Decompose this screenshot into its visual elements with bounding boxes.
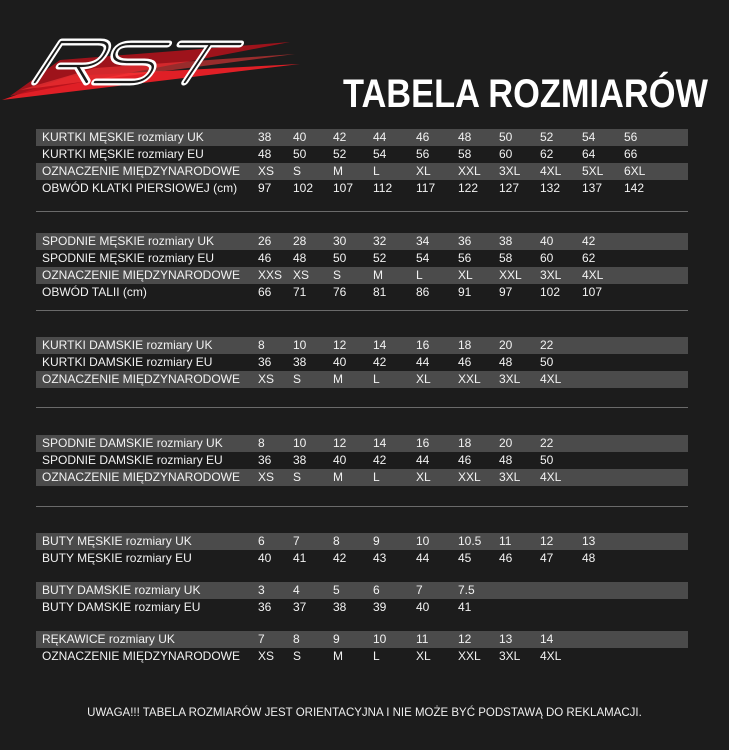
size-cell: 40	[416, 600, 430, 614]
size-cell: 4XL	[540, 470, 562, 484]
size-cell: 22	[540, 436, 554, 450]
size-cell: 112	[373, 181, 393, 195]
size-cell: 50	[293, 147, 307, 161]
size-cell: 107	[582, 285, 603, 299]
size-cell: 12	[333, 436, 347, 450]
size-cell: XS	[258, 164, 275, 178]
size-cell: XL	[416, 649, 431, 663]
size-cell: 48	[293, 251, 307, 265]
size-cell: XXL	[458, 470, 481, 484]
table-row	[36, 550, 688, 567]
size-cell: 12	[458, 632, 472, 646]
page-title: TABELA ROZMIARÓW	[343, 72, 708, 116]
size-cell: 44	[416, 453, 430, 467]
table-row	[36, 599, 688, 616]
size-cell: 13	[499, 632, 513, 646]
table-row	[36, 631, 688, 648]
size-cell: L	[373, 649, 380, 663]
size-cell: 117	[416, 181, 436, 195]
row-label: OZNACZENIE MIĘDZYNARODOWE	[42, 372, 241, 386]
size-cell: 3XL	[499, 372, 521, 386]
size-cell: 127	[499, 181, 520, 195]
size-cell: 50	[499, 130, 513, 144]
row-label: BUTY DAMSKIE rozmiary EU	[42, 600, 201, 614]
size-cell: 56	[624, 130, 638, 144]
size-cell: 38	[293, 355, 307, 369]
table-row	[36, 435, 688, 452]
size-cell: XXL	[499, 268, 522, 282]
size-cell: 11	[416, 632, 429, 646]
size-cell: 7.5	[458, 583, 475, 597]
size-cell: 58	[499, 251, 513, 265]
size-cell: 39	[373, 600, 387, 614]
size-cell: M	[333, 164, 343, 178]
size-cell: 44	[373, 130, 387, 144]
size-cell: 54	[582, 130, 596, 144]
size-cell: 10	[373, 632, 387, 646]
size-cell: 52	[540, 130, 554, 144]
row-label: SPODNIE DAMSKIE rozmiary UK	[42, 436, 223, 450]
size-cell: 16	[416, 436, 430, 450]
table-row	[36, 267, 688, 284]
size-cell: 4XL	[540, 164, 562, 178]
size-cell: 9	[333, 632, 340, 646]
row-label: KURTKI DAMSKIE rozmiary UK	[42, 338, 213, 352]
size-cell: 48	[499, 355, 513, 369]
size-cell: 52	[373, 251, 387, 265]
row-label: KURTKI MĘSKIE rozmiary UK	[42, 130, 204, 144]
size-cell: 38	[293, 453, 307, 467]
size-cell: 71	[293, 285, 307, 299]
size-cell: 30	[333, 234, 347, 248]
size-cell: 14	[540, 632, 554, 646]
size-cell: S	[293, 372, 302, 386]
size-cell: 66	[258, 285, 272, 299]
size-cell: 3	[258, 583, 265, 597]
size-cell: 132	[540, 181, 561, 195]
size-cell: 36	[458, 234, 472, 248]
table-row	[36, 146, 688, 163]
row-label: OBWÓD TALII (cm)	[42, 285, 147, 299]
size-cell: 40	[333, 355, 347, 369]
table-row	[36, 163, 688, 180]
size-cell: 38	[258, 130, 272, 144]
size-cell: 3XL	[499, 164, 521, 178]
size-cell: 54	[416, 251, 430, 265]
size-cell: 81	[373, 285, 387, 299]
size-cell: 60	[499, 147, 513, 161]
size-cell: 8	[293, 632, 300, 646]
size-cell: 46	[458, 355, 472, 369]
size-cell: XXL	[458, 372, 481, 386]
size-cell: 4XL	[540, 649, 562, 663]
size-cell: 34	[416, 234, 430, 248]
size-cell: M	[333, 470, 343, 484]
size-cell: 60	[540, 251, 554, 265]
size-cell: 48	[458, 130, 472, 144]
size-cell: S	[293, 164, 302, 178]
size-cell: 66	[624, 147, 638, 161]
size-cell: 6	[373, 583, 380, 597]
table-row	[36, 354, 688, 371]
size-cell: 4	[293, 583, 300, 597]
size-cell: 10.5	[458, 534, 482, 548]
table-row	[36, 469, 688, 486]
size-cell: S	[293, 470, 302, 484]
size-cell: 91	[458, 285, 472, 299]
size-cell: 41	[293, 551, 307, 565]
row-label: KURTKI DAMSKIE rozmiary EU	[42, 355, 213, 369]
size-cell: 102	[540, 285, 561, 299]
size-cell: 137	[582, 181, 603, 195]
size-cell: M	[373, 268, 383, 282]
size-cell: XS	[258, 470, 275, 484]
row-label: KURTKI MĘSKIE rozmiary EU	[42, 147, 204, 161]
row-label: OZNACZENIE MIĘDZYNARODOWE	[42, 164, 241, 178]
size-cell: XL	[458, 268, 473, 282]
size-cell: 14	[373, 436, 387, 450]
size-cell: 52	[333, 147, 347, 161]
size-cell: XL	[416, 164, 431, 178]
size-cell: 42	[333, 130, 347, 144]
size-cell: 10	[293, 338, 307, 352]
size-cell: 40	[540, 234, 554, 248]
table-row	[36, 180, 688, 197]
size-cell: XS	[258, 372, 275, 386]
size-cell: 36	[258, 355, 272, 369]
size-cell: 46	[458, 453, 472, 467]
size-cell: 122	[458, 181, 479, 195]
size-cell: 102	[293, 181, 314, 195]
row-label: RĘKAWICE rozmiary UK	[42, 632, 175, 646]
size-cell: 5XL	[582, 164, 604, 178]
size-cell: S	[293, 649, 302, 663]
table-row	[36, 371, 688, 388]
size-cell: 28	[293, 234, 307, 248]
size-cell: 40	[258, 551, 272, 565]
size-cell: 97	[258, 181, 272, 195]
size-cell: 48	[582, 551, 596, 565]
size-cell: 18	[458, 338, 472, 352]
size-cell: 3XL	[499, 470, 521, 484]
size-cell: 8	[333, 534, 340, 548]
size-cell: 76	[333, 285, 347, 299]
size-cell: 10	[416, 534, 430, 548]
table-row	[36, 452, 688, 469]
size-cell: 86	[416, 285, 430, 299]
section-divider	[36, 506, 688, 507]
size-cell: 44	[416, 551, 430, 565]
size-cell: 37	[293, 600, 307, 614]
table-row	[36, 582, 688, 599]
table-row	[36, 129, 688, 146]
size-cell: M	[333, 649, 343, 663]
size-cell: 43	[373, 551, 387, 565]
row-label: OZNACZENIE MIĘDZYNARODOWE	[42, 268, 241, 282]
size-cell: 10	[293, 436, 307, 450]
table-row	[36, 284, 688, 301]
size-cell: 3XL	[540, 268, 562, 282]
size-cell: 142	[624, 181, 645, 195]
size-cell: 18	[458, 436, 472, 450]
row-label: OZNACZENIE MIĘDZYNARODOWE	[42, 649, 241, 663]
size-cell: XL	[416, 372, 431, 386]
row-label: SPODNIE MĘSKIE rozmiary EU	[42, 251, 215, 265]
size-cell: 45	[458, 551, 472, 565]
row-label: BUTY MĘSKIE rozmiary UK	[42, 534, 192, 548]
size-cell: M	[333, 372, 343, 386]
size-cell: 107	[333, 181, 354, 195]
size-cell: 40	[293, 130, 307, 144]
size-cell: 8	[258, 436, 265, 450]
size-cell: 7	[258, 632, 265, 646]
size-cell: 8	[258, 338, 265, 352]
row-label: SPODNIE DAMSKIE rozmiary EU	[42, 453, 223, 467]
size-cell: L	[373, 372, 380, 386]
size-cell: 48	[258, 147, 272, 161]
size-cell: S	[333, 268, 342, 282]
size-cell: 26	[258, 234, 272, 248]
size-cell: XXL	[458, 649, 481, 663]
size-cell: XXS	[258, 268, 283, 282]
size-cell: 41	[458, 600, 472, 614]
size-cell: 62	[540, 147, 554, 161]
size-cell: 6	[258, 534, 265, 548]
size-cell: 46	[416, 130, 430, 144]
section-divider	[36, 310, 688, 311]
size-cell: 58	[458, 147, 472, 161]
size-cell: 36	[258, 600, 272, 614]
size-cell: 13	[582, 534, 596, 548]
size-cell: 5	[333, 583, 340, 597]
size-cell: L	[373, 470, 380, 484]
size-cell: 62	[582, 251, 596, 265]
size-cell: 22	[540, 338, 554, 352]
rst-logo	[0, 20, 310, 110]
size-cell: XXL	[458, 164, 481, 178]
size-cell: 97	[499, 285, 513, 299]
size-cell: 12	[333, 338, 347, 352]
size-cell: 42	[582, 234, 596, 248]
size-cell: 3XL	[499, 649, 521, 663]
size-cell: 7	[416, 583, 423, 597]
size-cell: 56	[458, 251, 472, 265]
row-label: SPODNIE MĘSKIE rozmiary UK	[42, 234, 215, 248]
size-cell: 32	[373, 234, 387, 248]
table-row	[36, 250, 688, 267]
size-cell: 44	[416, 355, 430, 369]
size-cell: 40	[333, 453, 347, 467]
table-row	[36, 533, 688, 550]
size-cell: L	[416, 268, 423, 282]
table-row	[36, 337, 688, 354]
size-cell: 42	[373, 355, 387, 369]
size-cell: 46	[258, 251, 272, 265]
size-cell: 38	[333, 600, 347, 614]
size-cell: 42	[333, 551, 347, 565]
table-row	[36, 648, 688, 665]
size-cell: 6XL	[624, 164, 646, 178]
row-label: OBWÓD KLATKI PIERSIOWEJ (cm)	[42, 181, 238, 195]
size-cell: XL	[416, 470, 431, 484]
size-cell: 42	[373, 453, 387, 467]
size-cell: 20	[499, 338, 513, 352]
size-cell: 47	[540, 551, 554, 565]
size-cell: 54	[373, 147, 387, 161]
size-cell: 56	[416, 147, 430, 161]
size-cell: 36	[258, 453, 272, 467]
size-cell: 12	[540, 534, 554, 548]
size-cell: XS	[293, 268, 310, 282]
size-cell: 14	[373, 338, 387, 352]
size-cell: 50	[540, 355, 554, 369]
size-cell: 38	[499, 234, 513, 248]
size-cell: 4XL	[540, 372, 562, 386]
size-cell: 64	[582, 147, 596, 161]
row-label: BUTY MĘSKIE rozmiary EU	[42, 551, 192, 565]
disclaimer-note: UWAGA!!! TABELA ROZMIARÓW JEST ORIENTACYJNA I NIE MOŻE BYĆ PODSTAWĄ DO REKLAMACJI.	[87, 707, 642, 719]
row-label: BUTY DAMSKIE rozmiary UK	[42, 583, 201, 597]
size-cell: 4XL	[582, 268, 604, 282]
section-divider	[36, 211, 688, 212]
section-divider	[36, 407, 688, 408]
size-cell: 50	[333, 251, 347, 265]
size-cell: 50	[540, 453, 554, 467]
size-cell: 46	[499, 551, 513, 565]
size-cell: 48	[499, 453, 513, 467]
size-cell: 11	[499, 534, 512, 548]
row-label: OZNACZENIE MIĘDZYNARODOWE	[42, 470, 241, 484]
size-cell: XS	[258, 649, 275, 663]
size-cell: 16	[416, 338, 430, 352]
size-cell: 9	[373, 534, 380, 548]
table-row	[36, 233, 688, 250]
size-cell: 20	[499, 436, 513, 450]
size-cell: 7	[293, 534, 300, 548]
size-cell: L	[373, 164, 380, 178]
